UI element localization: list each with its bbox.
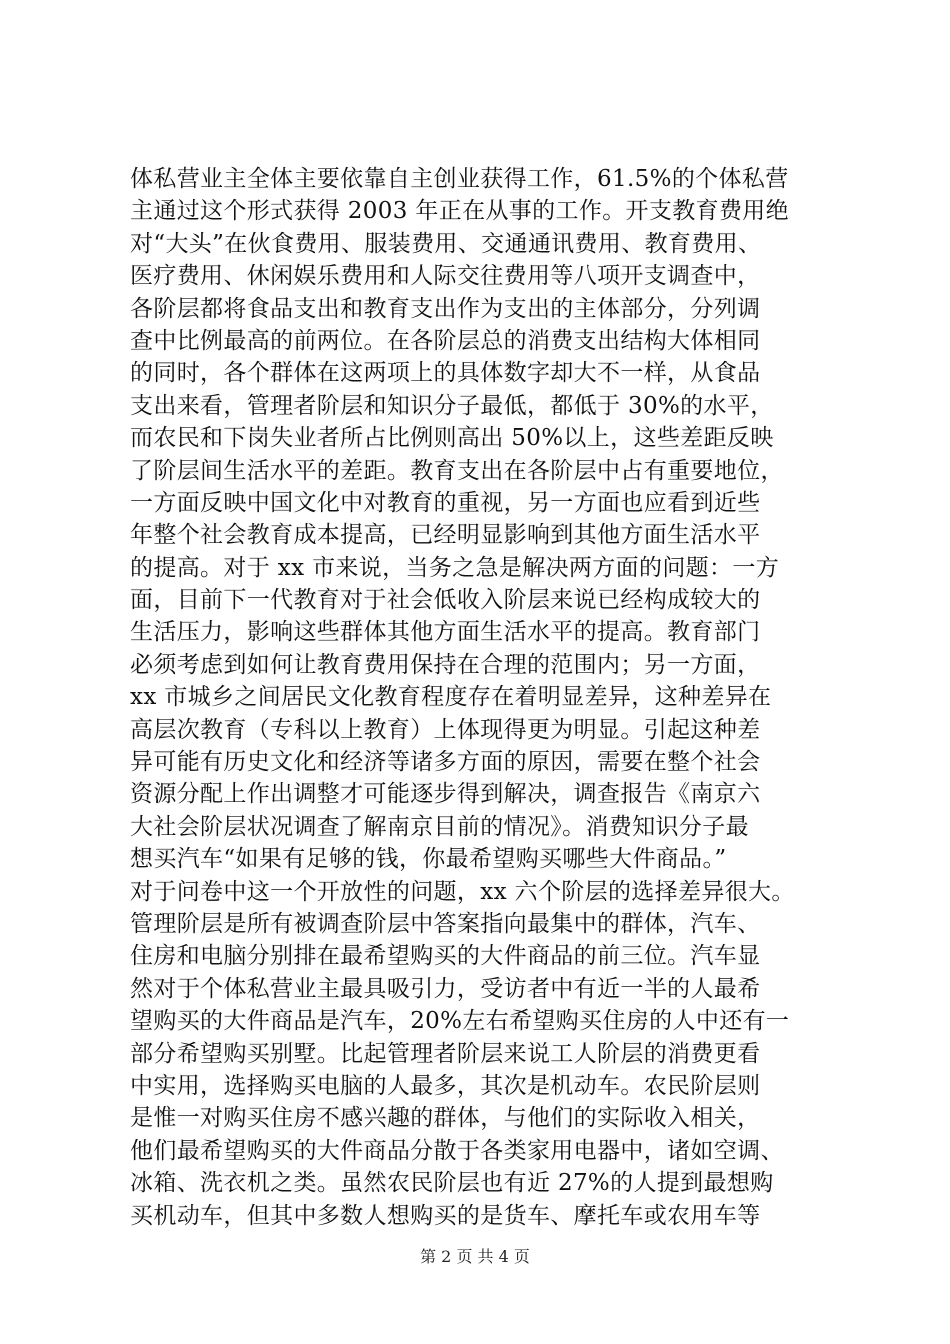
body-text	[130, 163, 830, 1232]
text-line: 各阶层都将食品支出和教育支出作为支出的主体部分，分列调	[130, 295, 761, 322]
text-line: 部分希望购买别墅。比起管理者阶层来说工人阶层的消费更看	[130, 1040, 761, 1067]
text-line: 主通过这个形式获得 2003 年正在从事的工作。开支教育费用绝	[130, 198, 790, 225]
text-line: 买机动车，但其中多数人想购买的是货车、摩托车或农用车等	[130, 1202, 761, 1229]
text-line: 查中比例最高的前两位。在各阶层总的消费支出结构大体相同	[130, 327, 761, 354]
text-line: 一方面反映中国文化中对教育的重视，另一方面也应看到近些	[130, 489, 761, 516]
text-line: 然对于个体私营业主最具吸引力，受访者中有近一半的人最希	[130, 975, 761, 1002]
page-footer: 第 2 页 共 4 页	[420, 1247, 530, 1266]
text-line: 了阶层间生活水平的差距。教育支出在各阶层中占有重要地位，	[130, 457, 784, 484]
text-line: 大社会阶层状况调查了解南京目前的情况》。消费知识分子最	[130, 813, 749, 840]
text-line: 他们最希望购买的大件商品分散于各类家用电器中，诸如空调、	[130, 1137, 784, 1164]
text-line: xx 市城乡之间居民文化教育程度存在着明显差异，这种差异在	[130, 684, 772, 711]
text-line: 面，目前下一代教育对于社会低收入阶层来说已经构成较大的	[130, 587, 761, 614]
text-line: 必须考虑到如何让教育费用保持在合理的范围内；另一方面，	[130, 651, 761, 678]
text-line: 高层次教育（专科以上教育）上体现得更为明显。引起这种差	[130, 716, 761, 743]
text-line: 年整个社会教育成本提高，已经明显影响到其他方面生活水平	[130, 522, 761, 549]
text-line: 冰箱、洗衣机之类。虽然农民阶层也有近 27%的人提到最想购	[130, 1170, 774, 1197]
text-line: 资源分配上作出调整才可能逐步得到解决，调查报告《南京六	[130, 781, 761, 808]
text-line: 对于问卷中这一个开放性的问题，xx 六个阶层的选择差异很大。	[130, 878, 795, 905]
text-line: 的提高。对于 xx 市来说，当务之急是解决两方面的问题：一方	[130, 554, 780, 581]
text-line: 支出来看，管理者阶层和知识分子最低，都低于 30%的水平，	[130, 392, 774, 419]
text-line: 中实用，选择购买电脑的人最多，其次是机动车。农民阶层则	[130, 1072, 761, 1099]
text-line: 的同时，各个群体在这两项上的具体数字却大不一样，从食品	[130, 360, 761, 387]
text-line: 体私营业主全体主要依靠自主创业获得工作，61.5%的个体私营	[130, 166, 789, 192]
text-line: 望购买的大件商品是汽车，20%左右希望购买住房的人中还有一	[130, 1008, 790, 1035]
text-line: 对“大头”在伙食费用、服装费用、交通通讯费用、教育费用、	[130, 230, 762, 257]
text-line: 住房和电脑分别排在最希望购买的大件商品的前三位。汽车显	[130, 943, 761, 970]
text-line: 而农民和下岗失业者所占比例则高出 50%以上，这些差距反映	[130, 425, 774, 452]
text-line: 医疗费用、休闲娱乐费用和人际交往费用等八项开支调查中，	[130, 263, 761, 290]
text-line: 是惟一对购买住房不感兴趣的群体，与他们的实际收入相关，	[130, 1105, 761, 1132]
text-line: 生活压力，影响这些群体其他方面生活水平的提高。教育部门	[130, 619, 761, 646]
text-line: 异可能有历史文化和经济等诸多方面的原因，需要在整个社会	[130, 749, 761, 776]
text-line: 想买汽车“如果有足够的钱，你最希望购买哪些大件商品。”	[130, 846, 727, 873]
text-line: 管理阶层是所有被调查阶层中答案指向最集中的群体，汽车、	[130, 910, 761, 937]
